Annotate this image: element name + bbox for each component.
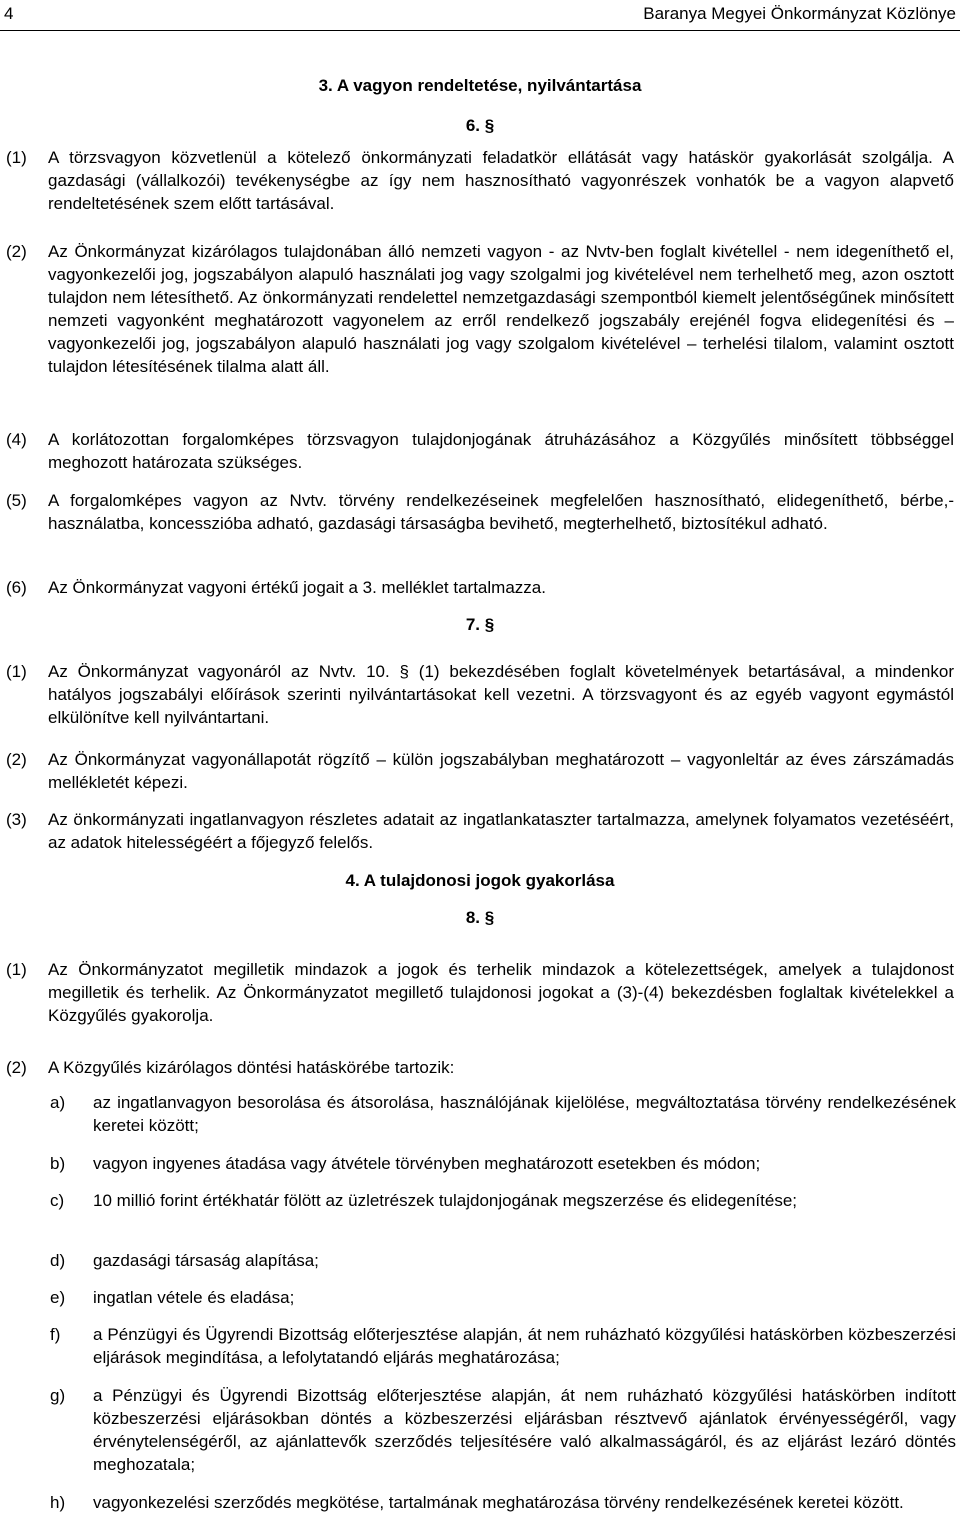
paragraph-number: (1) bbox=[6, 960, 27, 979]
publication-title: Baranya Megyei Önkormányzat Közlönye bbox=[643, 4, 956, 23]
list-item-c bbox=[50, 1189, 956, 1212]
list-item-text: a Pénzügyi és Ügyrendi Bizottság előterjesztése alapján, át nem ruházható közgyűlési hatáskörben indított közbeszerzési eljárásokban döntés a közbeszerzési eljárásban résztvevő ajánlatok érvényességéről, vagy érvénytelenségéről, az ajánlattevők szerződés teljesítésére való alkalmasságáról, és az eljárást lezáró döntés meghozatala; bbox=[93, 1386, 956, 1474]
list-item-label: c) bbox=[50, 1191, 65, 1210]
list-item-text: vagyon ingyenes átadása vagy átvétele törvényben meghatározott esetekben és módon; bbox=[93, 1154, 761, 1173]
list-item-h bbox=[50, 1491, 956, 1514]
list-item-label: b) bbox=[50, 1154, 66, 1173]
list-item-label: d) bbox=[50, 1251, 66, 1270]
paragraph-6-5 bbox=[6, 489, 954, 535]
paragraph-7-3 bbox=[6, 808, 954, 854]
paragraph-number: (6) bbox=[6, 578, 27, 597]
paragraph-text: A Közgyűlés kizárólagos döntési hatáskörébe tartozik: bbox=[48, 1058, 455, 1077]
paragraph-6-4 bbox=[6, 428, 954, 474]
list-item-label: e) bbox=[50, 1288, 66, 1307]
list-item-text: a Pénzügyi és Ügyrendi Bizottság előterjesztése alapján, át nem ruházható közgyűlési hatáskörben közbeszerzési eljárások megindítása, a lefolytatandó eljárás meghatározása; bbox=[93, 1325, 956, 1367]
paragraph-8-2 bbox=[6, 1056, 954, 1079]
list-item-text: az ingatlanvagyon besorolása és átsorolása, használójának kijelölése, megváltoztatása törvény rendelkezésének keretei között; bbox=[93, 1093, 956, 1135]
list-item-text: gazdasági társaság alapítása; bbox=[93, 1251, 319, 1270]
paragraph-7-1 bbox=[6, 660, 954, 729]
paragraph-number: (2) bbox=[6, 750, 27, 769]
paragraph-text: Az Önkormányzatot megilletik mindazok a jogok és terhelik mindazok a kötelezettségek, amelyek a tulajdonost megilletik és terhelik. Az Önkormányzatot megillető tulajdonosi jogokat a (3)-(4) bekezdésben foglaltak kivételekkel a Közgyűlés gyakorolja. bbox=[48, 960, 954, 1025]
paragraph-text: Az Önkormányzat vagyonáról az Nvtv. 10. § (1) bekezdésében foglalt követelmények betartásával, a mindenkor hatályos jogszabályi előírások szerinti nyilvántartásokat kell vezetni. A törzsvagyont és az egyéb vagyont egymástól elkülönítve kell nyilvántartani. bbox=[48, 662, 954, 727]
paragraph-number: (3) bbox=[6, 810, 27, 829]
paragraph-text: A korlátozottan forgalomképes törzsvagyon tulajdonjogának átruházásához a Közgyűlés minősített többséggel meghozott határozata szükséges. bbox=[48, 430, 954, 472]
paragraph-text: Az Önkormányzat vagyoni értékű jogait a 3. melléklet tartalmazza. bbox=[48, 578, 546, 597]
paragraph-text: Az Önkormányzat vagyonállapotát rögzítő – külön jogszabályban meghatározott – vagyonleltár az éves zárszámadás mellékletét képezi. bbox=[48, 750, 954, 792]
paragraph-number: (4) bbox=[6, 430, 27, 449]
paragraph-6-6 bbox=[6, 576, 954, 599]
page-header bbox=[0, 0, 960, 31]
list-item-label: h) bbox=[50, 1493, 66, 1512]
paragraph-6-2 bbox=[6, 240, 954, 378]
paragraph-8-1 bbox=[6, 958, 954, 1027]
list-item-text: vagyonkezelési szerződés megkötése, tartalmának meghatározása törvény rendelkezésének keretei között. bbox=[93, 1493, 904, 1512]
list-item-label: f) bbox=[50, 1325, 61, 1344]
page-number: 4 bbox=[4, 4, 14, 23]
list-item-a bbox=[50, 1091, 956, 1137]
list-item-f bbox=[50, 1323, 956, 1369]
paragraph-7-2 bbox=[6, 748, 954, 794]
paragraph-text: A törzsvagyon közvetlenül a kötelező önkormányzati feladatkör ellátását vagy hatáskör gyakorlását szolgálja. A gazdasági (vállalkozói) tevékenységbe az így nem hasznosítható vagyonrészek vonhatók be a vagyon alapvető rendeltetésének szem előtt tartásával. bbox=[48, 148, 954, 213]
section-8-title: 8. § bbox=[465, 908, 495, 927]
paragraph-text: Az önkormányzati ingatlanvagyon részletes adatait az ingatlankataszter tartalmazza, amelynek folyamatos vezetéséért, az adatok hitelességéért a főjegyző felelős. bbox=[48, 810, 954, 852]
paragraph-6-1 bbox=[6, 146, 954, 215]
list-item-d bbox=[50, 1249, 956, 1272]
section-6-title: 6. § bbox=[465, 116, 495, 135]
section-7-title: 7. § bbox=[465, 615, 495, 634]
list-item-label: g) bbox=[50, 1386, 66, 1405]
list-item-text: ingatlan vétele és eladása; bbox=[93, 1288, 295, 1307]
paragraph-number: (2) bbox=[6, 242, 27, 261]
list-item-b bbox=[50, 1152, 956, 1175]
chapter-3-title: 3. A vagyon rendeltetése, nyilvántartása bbox=[318, 76, 642, 95]
paragraph-text: A forgalomképes vagyon az Nvtv. törvény rendelkezéseinek megfelelően hasznosítható, elidegeníthető, bérbe,- használatba, koncesszióba adható, gazdasági társaságba bevihető, megterhelhető, biztosítékul adható. bbox=[48, 491, 954, 533]
paragraph-number: (1) bbox=[6, 148, 27, 167]
paragraph-number: (1) bbox=[6, 662, 27, 681]
list-item-text: 10 millió forint értékhatár fölött az üzletrészek tulajdonjogának megszerzése és elidegenítése; bbox=[93, 1191, 797, 1210]
chapter-4-title: 4. A tulajdonosi jogok gyakorlása bbox=[345, 871, 615, 890]
list-item-e bbox=[50, 1286, 956, 1309]
paragraph-number: (2) bbox=[6, 1058, 27, 1077]
list-item-g bbox=[50, 1384, 956, 1476]
list-item-label: a) bbox=[50, 1093, 66, 1112]
paragraph-text: Az Önkormányzat kizárólagos tulajdonában álló nemzeti vagyon - az Nvtv-ben foglalt kivétellel - nem idegeníthető el, vagyonkezelői jog, jogszabályon alapuló használati jog vagy szolgalmi jog kivételével nem terhelhető meg, azon osztott tulajdon nem létesíthető. Az önkormányzati rendelettel nemzetgazdasági szempontból kiemelt jelentőségűnek minősített nemzeti vagyonként meghatározott vagyonelem az erről rendelkező jogszabály erejénél fogva elidegenítési és – vagyonkezelői jog, jogszabályon alapuló használati jog vagy szolgalom kivételével – terhelési tilalom, valamint osztott tulajdon létesítésének tilalma alatt áll. bbox=[48, 242, 954, 376]
paragraph-number: (5) bbox=[6, 491, 27, 510]
